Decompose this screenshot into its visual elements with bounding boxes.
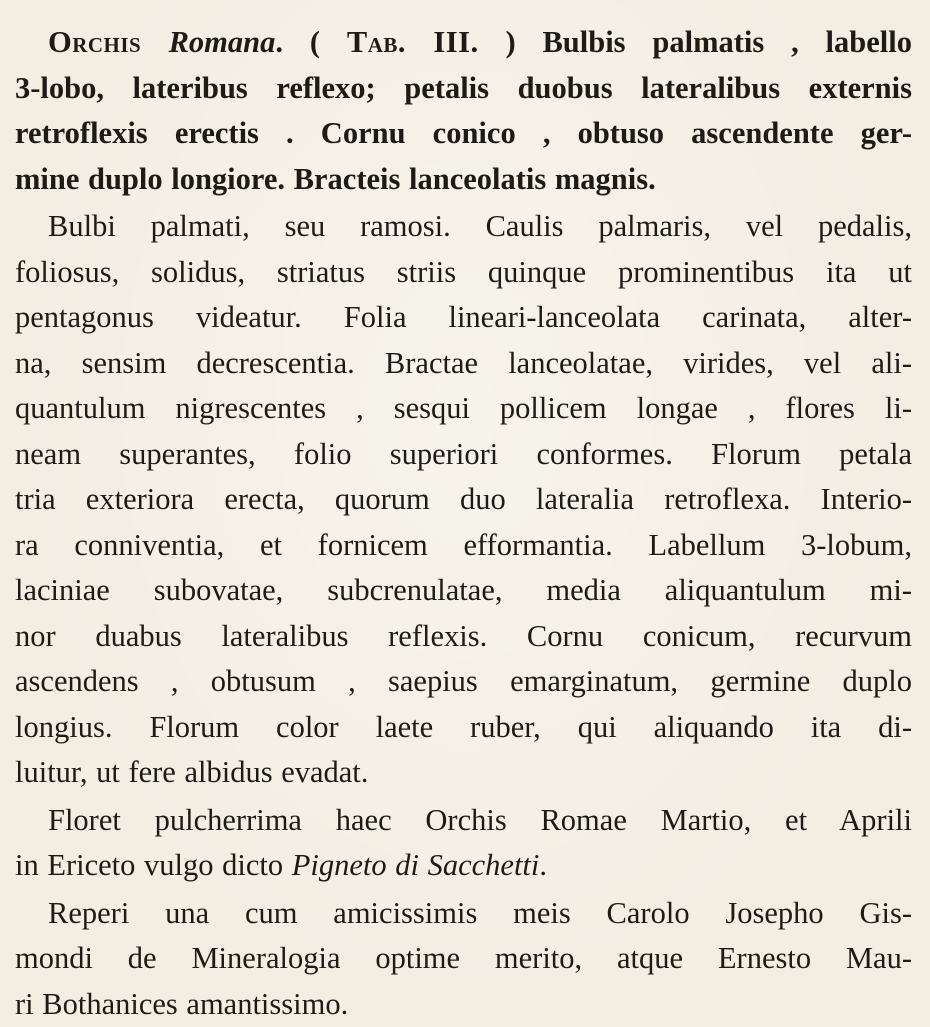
text-line: tria exteriora erecta, quorum duo lateralia retroflexa. Interio- [15, 477, 912, 523]
paragraph-flowering [15, 798, 912, 889]
text-line: Floret pulcherrima haec Orchis Romae Martio, et Aprili [15, 798, 912, 844]
text-line: in Ericeto vulgo dicto Pigneto di Sacchetti. [15, 843, 912, 889]
text-line: laciniae subovatae, subcrenulatae, media aliquantulum mi- [15, 568, 912, 614]
plate-reference: Tab. III. [347, 25, 479, 59]
text-line: luitur, ut fere albidus evadat. [15, 750, 912, 796]
text-line: mondi de Mineralogia optime merito, atque Ernesto Mau- [15, 936, 912, 982]
text-line: longius. Florum color laete ruber, qui aliquando ita di- [15, 705, 912, 751]
paragraph-collectors [15, 891, 912, 1027]
text-line: Orchis Romana. ( Tab. III. ) Bulbis palmatis , labello [15, 20, 912, 66]
text-line: na, sensim decrescentia. Bractae lanceolatae, virides, vel ali- [15, 341, 912, 387]
text-line: ra conniventia, et fornicem efformantia. Labellum 3-lobum, [15, 523, 912, 569]
text-line: pentagonus videatur. Folia lineari-lanceolata carinata, alter- [15, 295, 912, 341]
text-line: quantulum nigrescentes , sesqui pollicem longae , flores li- [15, 386, 912, 432]
text-line: ascendens , obtusum , saepius emarginatum, germine duplo [15, 659, 912, 705]
text-line: neam superantes, folio superiori conformes. Florum petala [15, 432, 912, 478]
genus-name: Orchis [48, 25, 169, 59]
text-line: retroflexis erectis . Cornu conico , obtuso ascendente ger- [15, 111, 912, 157]
species-name: Romana [169, 25, 276, 59]
text-line: nor duabus lateralibus reflexis. Cornu conicum, recurvum [15, 614, 912, 660]
text-line: ri Bothanices amantissimo. [15, 982, 912, 1027]
text-line: Reperi una cum amicissimis meis Carolo Josepho Gis- [15, 891, 912, 937]
paragraph-diagnosis [15, 20, 912, 202]
text-line: mine duplo longiore. Bracteis lanceolatis magnis. [15, 157, 912, 203]
locality-name: Pigneto di Sacchetti [292, 848, 540, 882]
text-line: 3-lobo, lateribus reflexo; petalis duobus lateralibus externis [15, 66, 912, 112]
text-line: Bulbi palmati, seu ramosi. Caulis palmaris, vel pedalis, [15, 204, 912, 250]
text-line: foliosus, solidus, striatus striis quinque prominentibus ita ut [15, 250, 912, 296]
paragraph-description [15, 204, 912, 796]
